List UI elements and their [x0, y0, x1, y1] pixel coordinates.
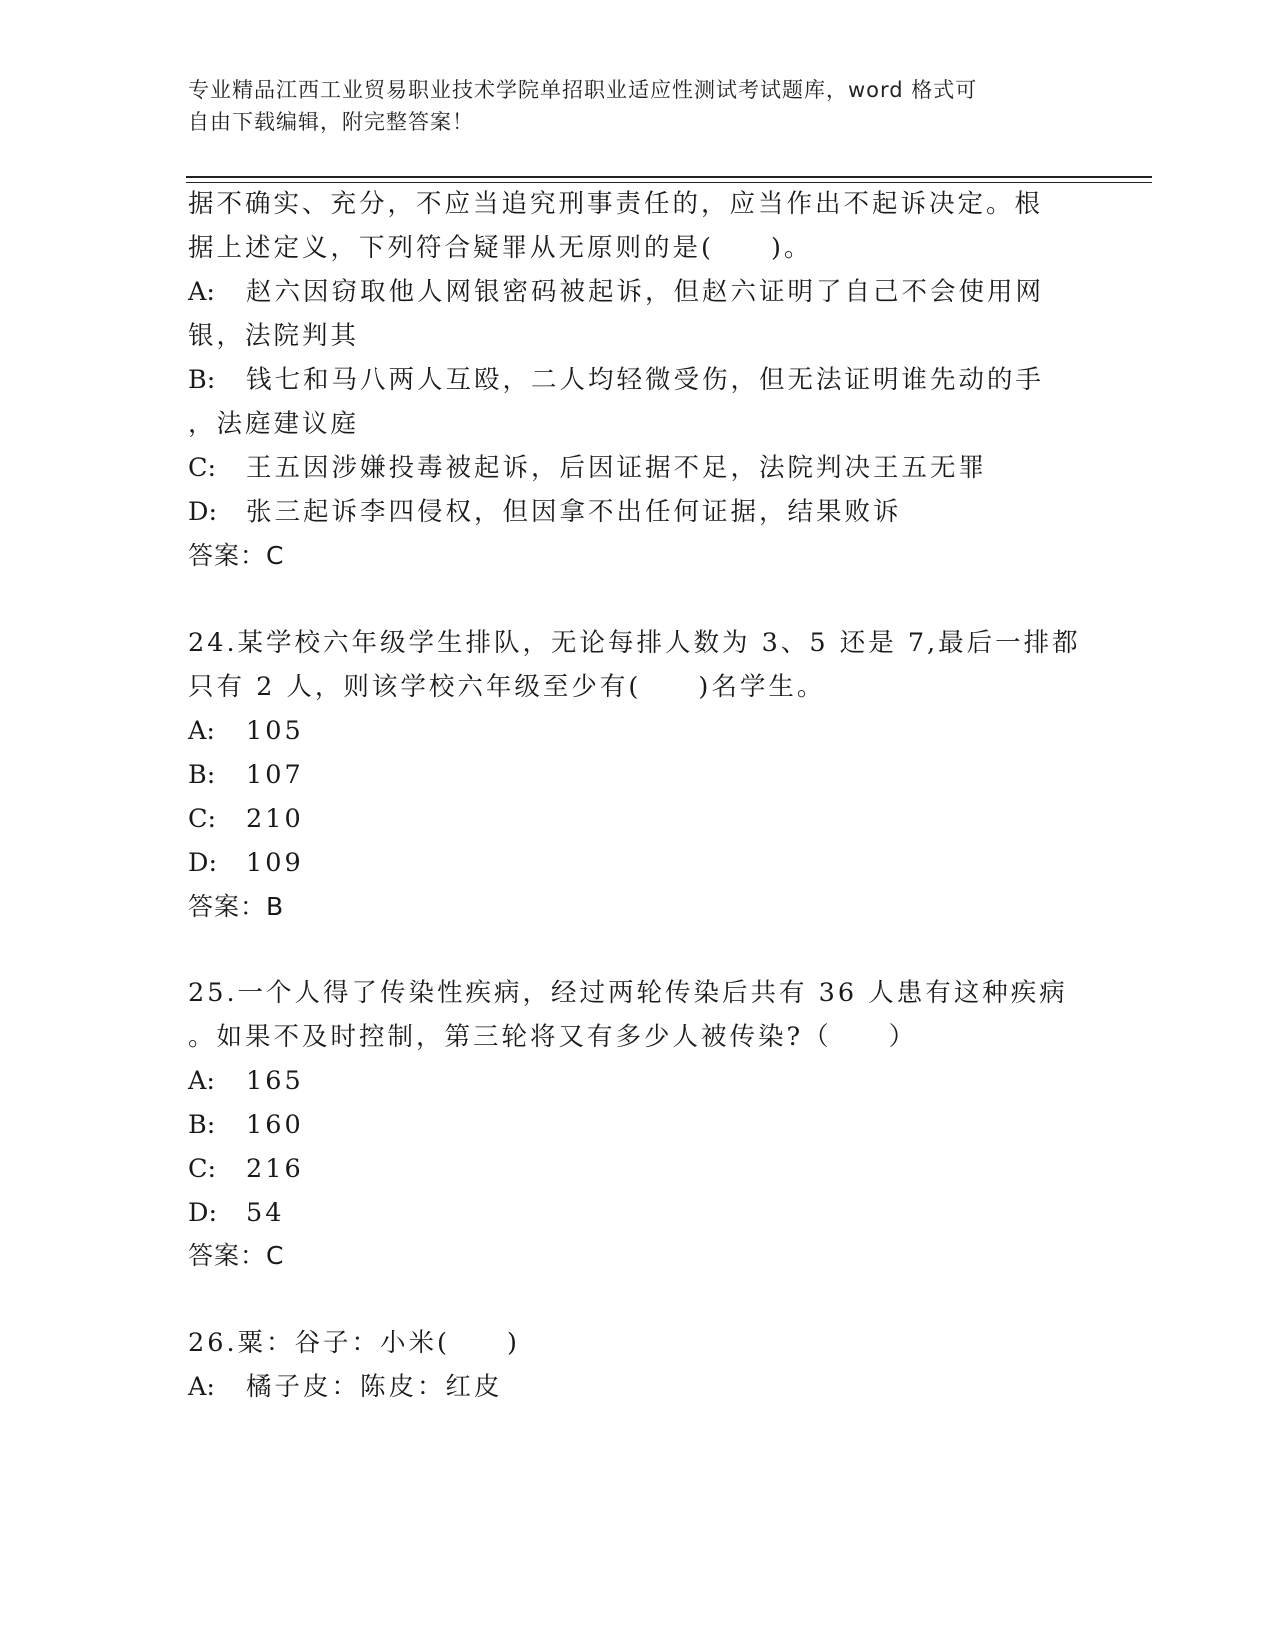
option-label: A:	[188, 716, 216, 746]
option-text: 橘子皮：陈皮：红皮	[246, 1372, 503, 1402]
q24-answer: 答案：B	[188, 892, 285, 921]
q25-option-d	[188, 1197, 284, 1229]
q25-stem-line-2: 。如果不及时控制，第三轮将又有多少人被传染?（ ）	[188, 1022, 918, 1052]
option-label: B:	[188, 760, 216, 790]
q25-option-c	[188, 1153, 304, 1185]
q25-option-a	[188, 1065, 304, 1097]
q23-option-a	[188, 276, 1044, 308]
option-text: 钱七和马八两人互殴，二人均轻微受伤，但无法证明谁先动的手	[246, 365, 1045, 395]
option-label: D:	[188, 848, 218, 878]
q24-option-a	[188, 715, 304, 747]
option-text: 54	[246, 1198, 285, 1228]
option-text: 109	[246, 848, 304, 878]
header-line-1: 专业精品江西工业贸易职业技术学院单招职业适应性测试考试题库，word 格式可	[188, 78, 978, 102]
header-line-2: 自由下载编辑，附完整答案！	[188, 110, 474, 134]
q24-stem-line-1: 24.某学校六年级学生排队，无论每排人数为 3、5 还是 7,最后一排都	[188, 628, 1081, 658]
option-label: B:	[188, 1110, 216, 1140]
q23-option-a-continuation: 银，法院判其	[188, 321, 360, 351]
option-label: C:	[188, 804, 217, 834]
option-text: 160	[246, 1110, 304, 1140]
option-text: 赵六因窃取他人网银密码被起诉，但赵六证明了自己不会使用网	[246, 277, 1045, 307]
option-label: A:	[188, 1066, 216, 1096]
q25-stem-line-1: 25.一个人得了传染性疾病，经过两轮传染后共有 36 人患有这种疾病	[188, 978, 1068, 1008]
q25-option-b	[188, 1109, 304, 1141]
option-text: 107	[246, 760, 304, 790]
q24-stem-line-2: 只有 2 人，则该学校六年级至少有( )名学生。	[188, 672, 826, 702]
q26-stem-line-1: 26.粟：谷子：小米( )	[188, 1328, 520, 1358]
option-label: D:	[188, 1198, 218, 1228]
option-label: D:	[188, 497, 218, 527]
option-text: 216	[246, 1154, 304, 1184]
q23-continuation-line-1: 据不确实、充分，不应当追究刑事责任的，应当作出不起诉决定。根	[188, 189, 1044, 219]
option-label: C:	[188, 1154, 217, 1184]
header-rule-thin	[186, 182, 1152, 183]
q24-option-c	[188, 803, 304, 835]
q23-answer: 答案：C	[188, 541, 285, 570]
q23-option-c	[188, 452, 987, 484]
header-rule-thick	[186, 176, 1152, 178]
option-label: B:	[188, 365, 216, 395]
option-label: A:	[188, 277, 216, 307]
option-text: 210	[246, 804, 304, 834]
q24-option-d	[188, 847, 304, 879]
q23-option-b-continuation: ，法庭建议庭	[188, 409, 360, 439]
option-text: 张三起诉李四侵权，但因拿不出任何证据，结果败诉	[246, 497, 902, 527]
q23-option-b	[188, 364, 1044, 396]
option-text: 105	[246, 716, 304, 746]
q23-option-d	[188, 496, 902, 528]
option-label: C:	[188, 453, 217, 483]
option-text: 165	[246, 1066, 304, 1096]
document-header	[188, 74, 1068, 138]
q24-option-b	[188, 759, 304, 791]
q23-continuation-line-2: 据上述定义，下列符合疑罪从无原则的是( )。	[188, 233, 813, 263]
q26-option-a	[188, 1371, 503, 1403]
option-label: A:	[188, 1372, 216, 1402]
option-text: 王五因涉嫌投毒被起诉，后因证据不足，法院判决王五无罪	[246, 453, 988, 483]
q25-answer: 答案：C	[188, 1241, 285, 1270]
